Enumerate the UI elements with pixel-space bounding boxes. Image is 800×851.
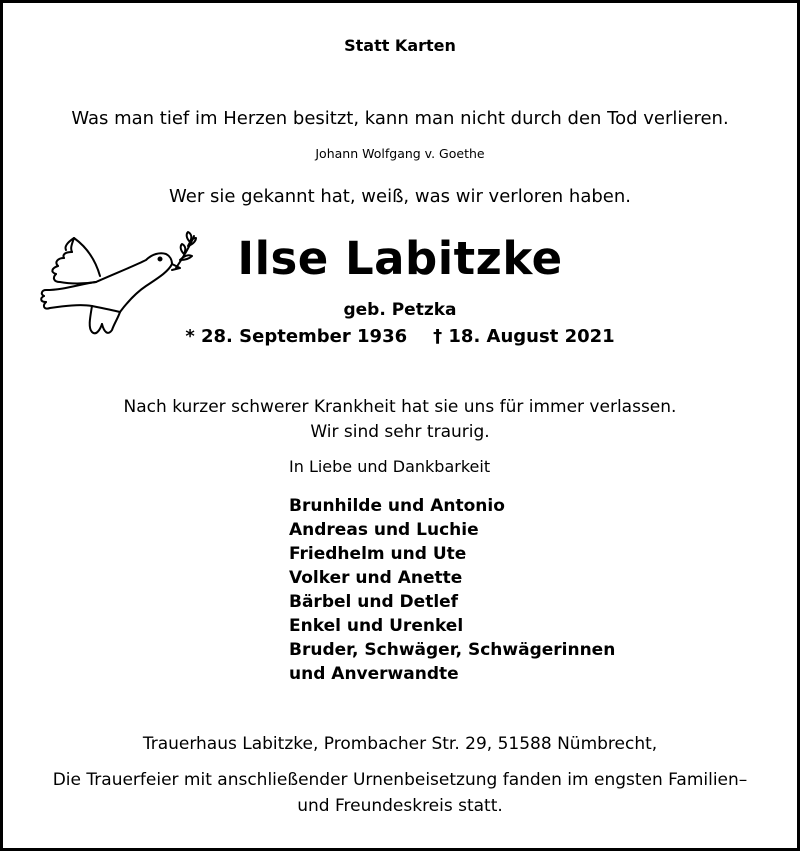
mourner-item: Bärbel und Detlef xyxy=(289,592,459,612)
death-date: † 18. August 2021 xyxy=(433,326,615,347)
illness-line-1: Nach kurzer schwerer Krankheit hat sie uns für immer verlassen. xyxy=(123,397,677,417)
deceased-name: Ilse Labitzke xyxy=(237,232,563,285)
mourner-item: Enkel und Urenkel xyxy=(289,616,464,636)
mourner-item: und Anverwandte xyxy=(289,664,459,684)
mourner-item: Friedhelm und Ute xyxy=(289,544,467,564)
mourners-list xyxy=(289,494,615,686)
birth-date: * 28. September 1936 xyxy=(185,326,408,347)
mourner-item: Volker und Anette xyxy=(289,568,463,588)
mourner-item: Bruder, Schwäger, Schwägerinnen xyxy=(289,640,616,660)
mourner-item: Brunhilde und Antonio xyxy=(289,496,505,516)
illness-line-2: Wir sind sehr traurig. xyxy=(310,422,490,442)
known-line: Wer sie gekannt hat, weiß, was wir verloren haben. xyxy=(169,186,631,207)
funeral-line-1: Die Trauerfeier mit anschließender Urnenbeisetzung fanden im engsten Familien– xyxy=(52,770,748,790)
quote-author: Johann Wolfgang v. Goethe xyxy=(315,146,485,161)
funeral-line-2: und Freundeskreis statt. xyxy=(297,796,503,816)
quote-text: Was man tief im Herzen besitzt, kann man nicht durch den Tod verlieren. xyxy=(71,108,729,129)
love-line: In Liebe und Dankbarkeit xyxy=(289,457,491,476)
header-statt-karten: Statt Karten xyxy=(344,36,456,55)
mourning-house-address: Trauerhaus Labitzke, Prombacher Str. 29, 51588 Nümbrecht, xyxy=(142,734,658,754)
mourner-item: Andreas und Luchie xyxy=(289,520,479,540)
maiden-name: geb. Petzka xyxy=(343,300,457,320)
life-dates xyxy=(0,326,800,347)
